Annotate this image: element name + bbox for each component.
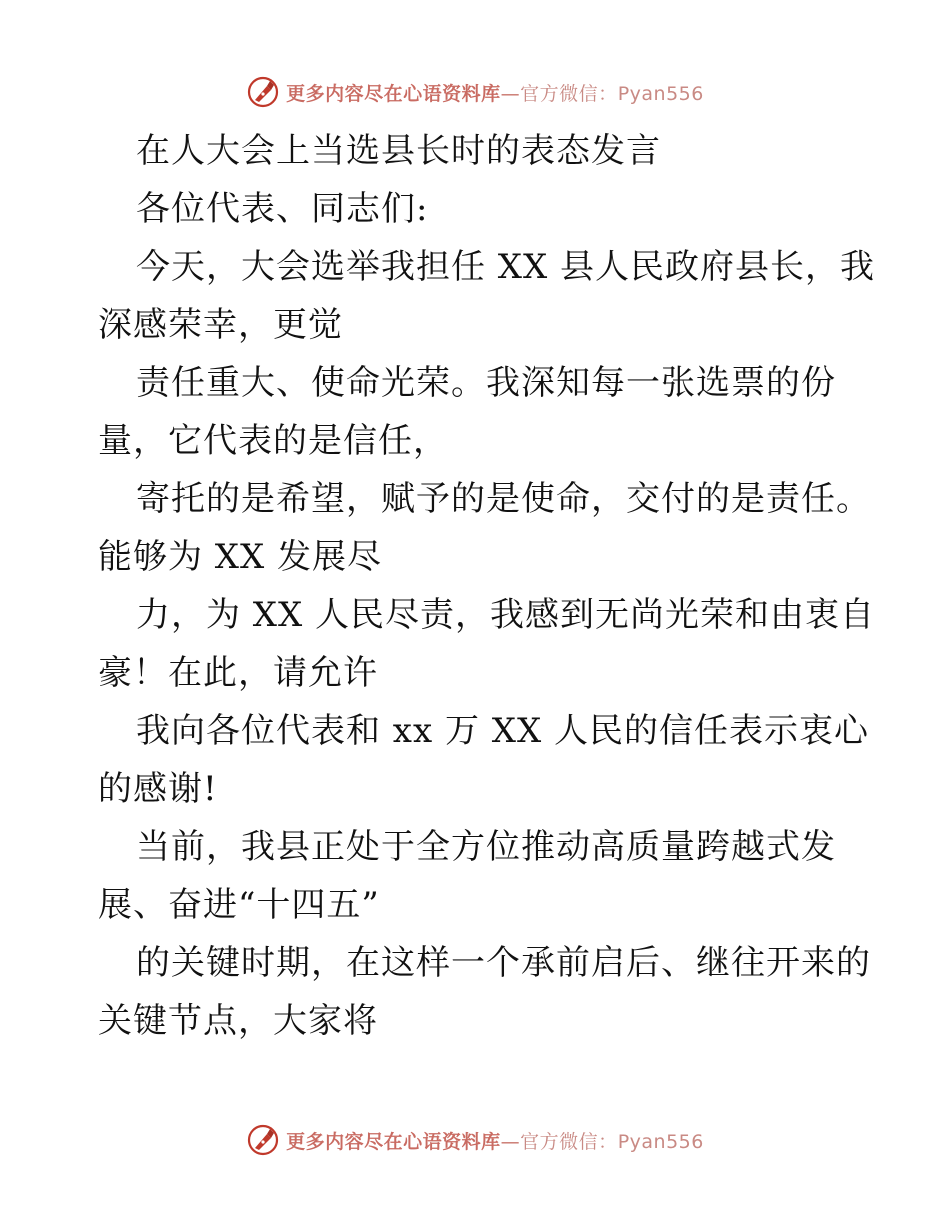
text-line: 今天，大会选举我担任 XX 县人民政府县长，我 bbox=[136, 247, 876, 287]
banner-dash: — bbox=[500, 1130, 521, 1153]
pen-nib-logo-icon bbox=[246, 75, 280, 109]
header-banner-inner bbox=[246, 75, 704, 109]
footer-banner bbox=[0, 1120, 950, 1160]
banner-text bbox=[286, 79, 704, 106]
footer-banner-inner bbox=[246, 1123, 704, 1157]
text-line: 深感荣幸，更觉 bbox=[98, 305, 343, 345]
text-line: 我向各位代表和 xx 万 XX 人民的信任表示衷心 bbox=[136, 711, 869, 751]
text-line: 的关键时期，在这样一个承前启后、继往开来的 bbox=[136, 943, 871, 983]
wechat-label: 官方微信： bbox=[520, 82, 618, 105]
brand-text: 更多内容尽在心语资料库 bbox=[286, 82, 501, 105]
banner-text bbox=[286, 1127, 704, 1154]
text-line: 量，它代表的是信任， bbox=[98, 421, 448, 461]
text-line: 展、奋进“十四五” bbox=[98, 885, 380, 925]
text-line: 的感谢! bbox=[98, 769, 218, 809]
header-banner bbox=[0, 72, 950, 112]
banner-dash: — bbox=[500, 82, 521, 105]
text-line: 寄托的是希望，赋予的是使命，交付的是责任。 bbox=[136, 479, 871, 519]
text-line: 在人大会上当选县长时的表态发言 bbox=[136, 131, 661, 171]
document-body bbox=[98, 122, 876, 1050]
text-line: 力，为 XX 人民尽责，我感到无尚光荣和由衷自 bbox=[136, 595, 876, 635]
wechat-label: 官方微信： bbox=[520, 1130, 618, 1153]
text-line: 各位代表、同志们: bbox=[136, 189, 429, 229]
text-line: 责任重大、使命光荣。我深知每一张选票的份 bbox=[136, 363, 836, 403]
text-line: 豪！在此，请允许 bbox=[98, 653, 378, 693]
brand-text: 更多内容尽在心语资料库 bbox=[286, 1130, 501, 1153]
text-line: 当前，我县正处于全方位推动高质量跨越式发 bbox=[136, 827, 836, 867]
text-line: 能够为 XX 发展尽 bbox=[98, 537, 383, 577]
text-line: 关键节点，大家将 bbox=[98, 1001, 378, 1041]
pen-nib-logo-icon bbox=[246, 1123, 280, 1157]
wechat-id: Pyan556 bbox=[617, 82, 704, 105]
wechat-id: Pyan556 bbox=[617, 1130, 704, 1153]
